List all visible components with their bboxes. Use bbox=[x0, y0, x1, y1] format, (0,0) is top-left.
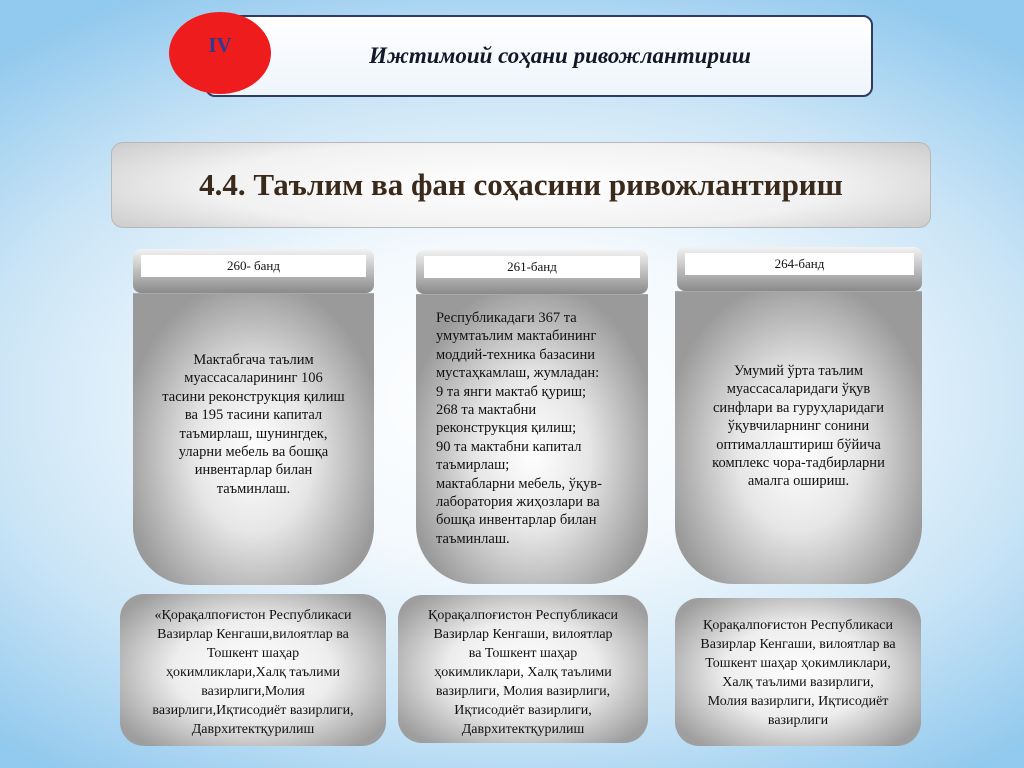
header-title: Ижтимоий соҳани ривожлантириш bbox=[369, 43, 751, 68]
column-text-261: Республикадаги 367 та умумтаълим мактабининг моддий-техника базасини мустаҳкамлаш, жумладан: 9 та янги мактаб қуриш; 268 та мактабни реконструкция қилиш; 90 та мактабни капитал таъмирлаш; мактабларни мебель, ўқув- лаборатория жиҳозлари ва бошқа инвентарлар билан таъминлаш. bbox=[436, 310, 602, 547]
column-label-261: 261-банд bbox=[424, 256, 640, 278]
responsible-box-261 bbox=[398, 595, 648, 743]
column-header-264 bbox=[677, 247, 922, 291]
responsible-box-264 bbox=[675, 598, 921, 746]
column-header-261 bbox=[416, 250, 648, 294]
responsible-box-260 bbox=[120, 594, 386, 746]
responsible-text-264: Қорақалпоғистон Республикаси Вазирлар Кенгаши, вилоятлар ва Тошкент шаҳар ҳокимликлари, Халқ таълими вазирлиги, Молия вазирлиги, Иқтисодиёт вазирлиги bbox=[700, 618, 896, 728]
section-title: 4.4. Таълим ва фан соҳасини ривожлантириш bbox=[199, 167, 843, 202]
section-number-label: IV bbox=[208, 32, 232, 57]
column-panel-261 bbox=[416, 294, 648, 584]
section-number-badge bbox=[169, 12, 271, 94]
responsible-text-260: «Қорақалпоғистон Республикаси Вазирлар Кенгаши,вилоятлар ва Тошкент шаҳар ҳокимликлари,Халқ таълими вазирлиги,Молия вазирлиги,Иқтисодиёт вазирлиги, Даврхитектқурилиш bbox=[152, 608, 354, 737]
responsible-text-261: Қорақалпоғистон Республикаси Вазирлар Кенгаши, вилоятлар ва Тошкент шаҳар ҳокимликлари, Халқ таълими вазирлиги, Молия вазирлиги, Иқтисодиёт вазирлиги, Даврхитектқурилиш bbox=[428, 608, 618, 737]
column-label-264: 264-банд bbox=[685, 253, 914, 275]
column-panel-260 bbox=[133, 293, 374, 585]
column-label-260: 260- банд bbox=[141, 255, 366, 277]
column-text-260: Мактабгача таълим муассасаларининг 106 тасини реконструкция қилиш ва 195 тасини капитал таъмирлаш, шунингдек, уларни мебель ва бошқа инвентарлар билан таъминлаш. bbox=[162, 352, 345, 497]
section-title-box bbox=[111, 142, 931, 228]
column-header-260 bbox=[133, 249, 374, 293]
column-text-264: Умумий ўрта таълим муассасаларидаги ўқув синфлари ва гуруҳларидаги ўқувчиларнинг сонини оптималлаштириш бўйича комплекс чора-тадбирларни амалга ошириш. bbox=[712, 363, 885, 490]
column-panel-264 bbox=[675, 291, 922, 584]
